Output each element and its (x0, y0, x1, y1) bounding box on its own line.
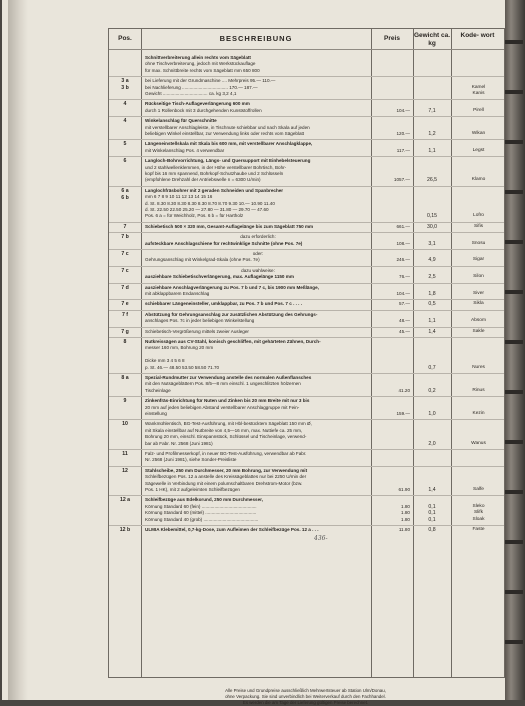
row-price: 117.— (396, 147, 410, 153)
page-binding (8, 0, 28, 700)
row-text: Sägewelle in Verbindung mit einem polumschaltbaren Drehstrom-Motor (bzw. (145, 480, 303, 486)
row-text: Wankmühlentisch, BG-Test-Ausführung, mit Hbl-bestücktem Sägeblatt 150 mm Ø, (145, 421, 312, 427)
row-text: kopf bis 16 mm spannend, Bohrkopf-Schutzhaube und 2 Schlüsseln (145, 171, 284, 176)
row-price: 45.— (399, 328, 410, 334)
table-row (109, 188, 504, 220)
row-code: Rinus (472, 387, 485, 393)
row-divider (109, 283, 504, 284)
header-gewicht: Gewicht ca. kg (413, 32, 451, 47)
row-text: (empfohlene Drehzahl der Antriebswelle n = 6300 U/min) (145, 177, 261, 183)
row-code: Sleko Slifk Sloak (472, 503, 485, 522)
row-price: 57.— (399, 301, 410, 307)
row-pos: 7 (123, 223, 127, 230)
row-pos: 7 c (121, 267, 129, 274)
header-divider (109, 49, 504, 50)
row-text: mit abklappbarem Endanschlag (145, 291, 210, 296)
row-weight: 26,5 (426, 177, 438, 184)
table-row (109, 285, 504, 298)
catalog-page (2, 0, 514, 705)
row-weight: 0,1 0,1 0,1 (428, 503, 436, 523)
row-description (145, 158, 371, 184)
row-weight: 30,0 (426, 223, 438, 230)
row-divider (109, 310, 504, 311)
table-row (109, 55, 504, 74)
row-code: Wanus (471, 440, 486, 446)
right-page-edge (505, 0, 525, 700)
row-text: Schleifbezügen Pos. 12 a anstelle des Kreissägeblattes nur bei 2250 U/min der (145, 474, 307, 480)
row-description (145, 78, 371, 97)
row-price: 41.20 (398, 387, 410, 393)
row-weight: 4,9 (428, 257, 436, 264)
row-pos: 6 a 6 b (121, 187, 129, 201)
row-description (145, 451, 371, 464)
row-text: 20 mm auf jeden beliebigen Abstand verstellbarer Anschlaggruppe mit Fein- (145, 404, 300, 410)
row-description (145, 118, 371, 137)
row-title: Rückseitige Tisch-Auflageverlängerung 600 mm (145, 101, 250, 107)
row-weight: 0,7 (428, 364, 436, 371)
binding-ring (505, 390, 523, 394)
row-description (145, 421, 371, 447)
table-row (109, 301, 504, 307)
row-text: bar ab Fabr. Nr. 2568 (Juni 1981) (145, 440, 213, 446)
table-row (109, 78, 504, 97)
table-row (109, 527, 504, 533)
row-description (145, 285, 371, 298)
row-weight: 0,5 (428, 301, 436, 308)
row-text: mm 6 7 8 9 10 11 12 13 14 15 16 (145, 194, 213, 200)
row-divider (109, 99, 504, 100)
row-weight: 1,0 (428, 410, 436, 417)
row-weight: 7,1 (428, 107, 436, 114)
row-code: Lofro (473, 213, 484, 219)
table-row (109, 468, 504, 494)
row-divider (109, 266, 504, 267)
row-description (145, 527, 371, 533)
row-title: ULMIA Klebemittel, 0,7-kg-Dose, zum Aufleimen der Schleifbezüge Pos. 12 a . . . (145, 527, 319, 532)
table-row (109, 118, 504, 137)
row-title: Winkelanschlag für Querschnitte (145, 118, 217, 124)
row-divider (109, 222, 504, 223)
row-title: Langlochfräsbohrer mit 2 geraden Schneiden und Spanbrecher (145, 187, 284, 193)
row-weight: 1,1 (428, 318, 436, 325)
row-description (145, 224, 371, 230)
row-description (145, 141, 371, 154)
row-pos: 11 (122, 451, 128, 457)
binding-ring (505, 440, 523, 444)
table-row (109, 158, 504, 184)
row-code: Nures (472, 364, 485, 370)
row-divider (109, 495, 504, 496)
row-text: Gehrungsanschlag mit Winkelgrad-Skala (ohne Pos. 7e) (145, 257, 260, 263)
row-divider (109, 156, 504, 157)
binding-ring (505, 590, 523, 594)
header-beschreibung: BESCHREIBUNG (219, 34, 293, 43)
row-pos: 4 (123, 118, 127, 125)
row-code: Absom (471, 318, 486, 324)
row-pos: 7 g (121, 328, 129, 335)
row-text: für max. Schnittbreite rechts vom Sägeblatt mm 650 800 (145, 67, 260, 73)
row-divider (109, 76, 504, 77)
row-pos: 7 c (121, 251, 129, 257)
row-price: 1057.— (393, 177, 410, 183)
footer-line: ohne Verpackung. Sie sind unverbindlich bei Weiterverkauf durch den Fachhandel. (225, 694, 386, 699)
row-weight: 1,4 (428, 328, 436, 335)
row-text: und 2 stahlwellenklemmen, in der Höhe verstellbarer Bohrtisch, Bohr- (145, 164, 287, 170)
row-title: Stahlscheibe, 250 mm Durchmesser, 20 mm Bohrung, zur Verwendung mit (145, 467, 308, 473)
row-price: 76.— (399, 274, 410, 280)
row-code: Sakle (472, 328, 485, 334)
table-row (109, 251, 504, 264)
row-text: Körnung Standard 40 (grob) ........................................... (145, 516, 259, 522)
row-text: beliebigen Winkel einstellbar, zur Verwendung links oder rechts vom Sägeblatt (145, 131, 305, 136)
binding-ring (505, 490, 523, 494)
row-weight: 3,1 (428, 240, 436, 247)
row-divider (109, 116, 504, 117)
row-description (145, 468, 371, 494)
row-description (145, 339, 371, 371)
row-title: Längeneinstellskala mit Skala bis 600 mm, mit verstellbarer Anschlagklappe, (145, 141, 313, 147)
row-pos: 8 (123, 339, 127, 345)
table-row (109, 312, 504, 325)
row-text: anschlages Pos. 7c in jeder beliebigen Winkelstellung (145, 318, 255, 324)
row-pos: 12 (122, 467, 128, 474)
row-pos: 12 a (119, 497, 131, 504)
row-title: ausziehbare Anschlagverlängerung zu Pos. 7 b und 7 c, bis 1900 mm Meßlänge, (145, 284, 319, 290)
row-text: Pos. 6 a = für Weichholz, Pos. 6 b = für Hartholz (145, 213, 244, 219)
row-title: Schnittverbreiterung allein rechts vom Sägeblatt (145, 55, 251, 60)
row-code: Wikan (471, 130, 486, 136)
row-text: Körnung Standard 60 (mittel) ........................................ (145, 510, 257, 516)
row-text: Schiebetisch-Vergrößerung mittels zweier Ausleger (145, 328, 249, 334)
row-divider (109, 327, 504, 328)
header-preis: Preis (384, 35, 400, 42)
row-text: einstellung (145, 411, 167, 416)
table-row (109, 398, 504, 417)
price-table (108, 28, 505, 678)
row-title: Schleifbezüge aus Edelkorund, 250 mm Durchmesser, (145, 497, 263, 503)
table-row (109, 329, 504, 335)
binding-ring (505, 140, 523, 144)
row-title: Langloch-Bohrvorrichtung, Längs- und Quersupport mit Einhebelsteuerung (145, 158, 311, 164)
row-price: 246.— (396, 257, 410, 263)
row-price: 661.— (396, 223, 410, 229)
row-price: 61.90 (398, 486, 410, 492)
binding-ring (505, 290, 523, 294)
row-title: aufsteckbare Anschlagschiene für rechtwinklige Schnitte (ohne Pos. 7e) (145, 240, 303, 246)
table-row (109, 234, 504, 247)
row-description (145, 268, 371, 281)
row-pos: 6 (123, 158, 127, 165)
row-description (145, 301, 371, 307)
row-divider (109, 299, 504, 300)
row-text: Gewicht ................................... ca. kg 3,2 4,1 (145, 91, 237, 96)
row-price: 108.— (396, 240, 410, 246)
row-text: Pos. 1 HK), mit 2 aufgeleimten Schleifbezügen (145, 487, 240, 493)
row-code: Pirell (473, 107, 484, 113)
row-weight: 1,1 (428, 147, 436, 154)
header-kodewort: Kode- wort (460, 32, 495, 39)
row-title: schiebbarer Längeneinsteller, umklappbar, zu Pos. 7 b und Pos. 7 c . . . . (145, 301, 302, 307)
row-description (145, 312, 371, 325)
binding-ring (505, 640, 523, 644)
row-code: Sigar (472, 257, 485, 263)
row-pos: 5 (123, 141, 127, 148)
table-row (109, 224, 504, 230)
row-code: Klamo (471, 177, 486, 183)
row-text: p. St. 46.— 48.50 53.50 58.50 71.70 (145, 364, 220, 370)
row-divider (109, 525, 504, 526)
row-text: mit den Nutsägeblättern Pos. 8/5—8 mm einschl. 1 ungeschlitzten hölzernen (145, 381, 301, 387)
row-price: 48.— (399, 318, 410, 324)
row-title: Zinkenfräs-Einrichtung für Nuten und Zinken bis 20 mm Breite mit nur 3 bis (145, 398, 310, 404)
table-row (109, 141, 504, 154)
row-code: Sikla (473, 301, 484, 307)
row-price: 104.— (396, 107, 410, 113)
row-description (145, 101, 371, 114)
row-pos: 3 a 3 b (121, 78, 129, 92)
row-text: d. St. 8.30 8.30 8.30 8.30 8.30 8.70 8.70 9.30 10.— 10.90 11.40 (145, 200, 275, 206)
table-row (109, 375, 504, 394)
row-text: mit verstellbarer Anschlagleiste, in Tischnute schiebbar und nach Skala auf jeden (145, 124, 310, 130)
row-divider (109, 373, 504, 374)
row-weight: 1,2 (428, 130, 436, 137)
row-weight: 1,8 (428, 290, 436, 297)
row-code: Siver (473, 290, 484, 296)
row-text: bei Lieferung mit der Grundmaschine .... Mehrpreis 95.— 110.— (145, 78, 276, 84)
row-divider (109, 466, 504, 467)
row-description (145, 234, 371, 247)
row-title: ausziehbare Schiebetischverlängerung, max. Auflagelänge 1150 mm (145, 274, 294, 280)
row-code: Kezin (472, 410, 485, 416)
row-pos: 7 e (121, 301, 129, 308)
row-price: 11.80 (398, 527, 410, 532)
binding-ring (505, 340, 523, 344)
row-text: d. St. 22.50 22.50 25.20 — 27.80 — 31.80 — 29.70 — 47.60 (145, 207, 269, 213)
row-text: bei Nachlieferung .................................... 170.— 187.— (145, 84, 258, 90)
binding-ring (505, 40, 523, 44)
row-text: mit Skala einstellbar auf Nutbreite von 4,5—16 mm, max. Nuttiefe ca. 25 mm, (145, 427, 303, 433)
row-price: 159.— (396, 410, 410, 416)
row-description (145, 251, 371, 264)
row-divider (109, 449, 504, 450)
row-weight: 2,5 (428, 274, 436, 281)
row-text: dazu wahlweise: (241, 267, 275, 273)
row-weight: 0,15 (426, 213, 438, 220)
row-weight: 0,2 (428, 387, 436, 394)
row-pos: 10 (122, 421, 128, 428)
row-description (145, 55, 371, 74)
row-pos: 12 b (119, 527, 131, 533)
row-code: Silon (473, 274, 484, 280)
row-text: oder: (252, 251, 264, 256)
row-weight: 0,8 (428, 527, 436, 533)
row-description (145, 188, 371, 220)
row-code: Kamel Kanis (471, 84, 486, 96)
row-title: Abstützung für Gehrungsanschlag zur zusätzlichen Abstützung des Gehrungs- (145, 311, 318, 317)
row-title: Nutkreissägen aus CV-Stahl, konisch geschliffen, mit gehärteten Zähnen, Durch- (145, 339, 321, 344)
footer-line: Alle Preise und Grundpreise ausschließlich Mehrwertsteuer ab Station Ulm/Donau, (225, 688, 386, 693)
row-text: durch 1 Rollenbock mit 3 durchgehenden Kunststoffrollen (145, 107, 262, 113)
row-pos: 9 (123, 398, 127, 405)
row-text: ohne Tischverbreiterung, jedoch mit Werkstückauflage (145, 61, 256, 67)
row-code: Salfe (473, 486, 484, 492)
row-price: 1.80 1.80 1.80 (401, 503, 410, 522)
row-price: 104.— (396, 290, 410, 296)
row-text: Tischeinlage (145, 387, 171, 393)
row-text: Körnung Standard 60 (fein) ........................................... (145, 503, 257, 509)
row-text: Dicke mm 3 4 5 6 8 (145, 358, 185, 364)
row-text: messer 160 mm, Bohrung 20 mm (145, 345, 214, 351)
table-row (109, 421, 504, 447)
binding-ring (505, 90, 523, 94)
table-row (109, 497, 504, 523)
row-text: mit Winkelanschlag Pos. 4 verwendbar (145, 147, 225, 153)
row-text: Bohrung 20 mm, einschl. Einspannstück, Schlüssel und Tischeinlage, verwend- (145, 434, 307, 440)
header-pos: Pos. (118, 35, 132, 42)
row-pos: 7 f (121, 311, 129, 318)
row-divider (109, 186, 504, 187)
table-row (109, 101, 504, 114)
row-divider (109, 396, 504, 397)
row-title: Spezial-Rundmutter zur Verwendung anstelle des normalen Außenflansches (145, 375, 312, 380)
row-title: Schiebetisch 500 × 320 mm, Gesamt-Auflagelänge bis zum Sägeblatt 750 mm (145, 223, 314, 229)
row-code: Legst (472, 147, 485, 153)
row-weight: 2,0 (428, 440, 436, 447)
row-price: 120.— (396, 130, 410, 136)
row-pos: 7 d (121, 284, 129, 291)
row-divider (109, 249, 504, 250)
row-weight: 1,4 (428, 486, 436, 493)
row-pos: 8 a (121, 375, 129, 381)
table-row (109, 339, 504, 371)
row-text: Nr. 2568 (Juni 1981), siehe Sonder-Preisliste (145, 457, 237, 463)
row-pos: 7 b (121, 234, 129, 241)
row-divider (109, 337, 504, 338)
footer-line: Es werden die am Tage der Lieferung gültigen Preise berechnet. (242, 700, 369, 705)
binding-ring (505, 540, 523, 544)
binding-ring (505, 240, 523, 244)
row-divider (109, 419, 504, 420)
row-text: dazu erforderlich: (240, 234, 276, 240)
row-code: Faste (472, 527, 485, 532)
footer-note (108, 688, 503, 706)
row-divider (109, 139, 504, 140)
row-pos: 4 (123, 101, 127, 108)
handwritten-stamp: 436- (314, 535, 328, 542)
row-description (145, 329, 371, 335)
binding-ring (505, 190, 523, 194)
row-description (145, 375, 371, 394)
row-code: Sifis (473, 223, 484, 229)
table-row (109, 268, 504, 281)
table-row (109, 451, 504, 464)
row-text: Falz- und Profilmesserkopf, in neuer BG-Test-Ausführung, verwendbar ab Fabr. (145, 451, 307, 456)
row-description (145, 497, 371, 523)
row-description (145, 398, 371, 417)
row-code: Snosu (471, 240, 486, 246)
row-divider (109, 232, 504, 233)
